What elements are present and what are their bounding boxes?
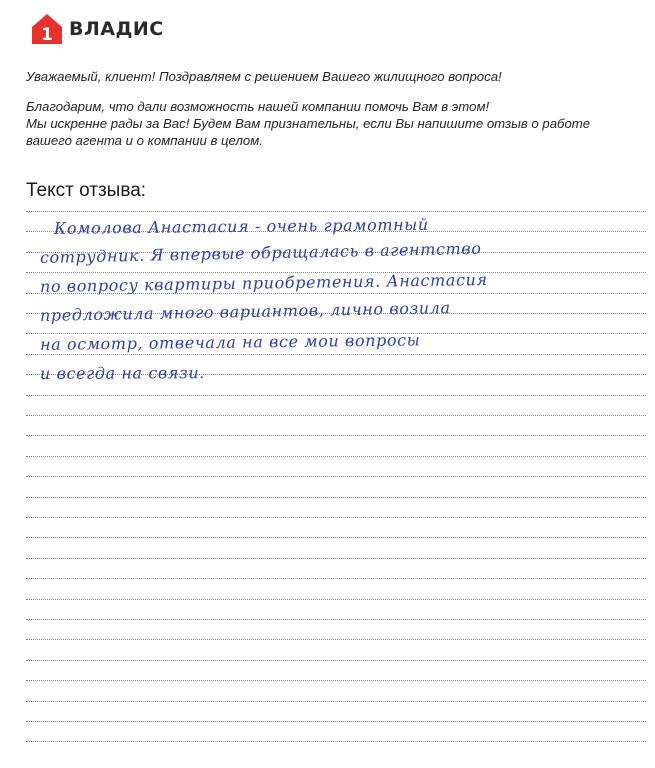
writing-rule-line [26, 558, 646, 559]
thanks-paragraph [26, 98, 590, 149]
company-logo [30, 12, 164, 46]
writing-rule-line [26, 395, 646, 396]
thanks-line: Мы искренне рады за Вас! Будем Вам признательны, если Вы напишите отзыв о работе [26, 116, 591, 131]
greeting-paragraph: Уважаемый, клиент! Поздравляем с решением Вашего жилищного вопроса! [26, 69, 502, 84]
writing-rule-line [26, 578, 646, 579]
writing-rule-line [26, 537, 646, 538]
writing-rule-line [26, 660, 646, 661]
writing-rule-line [26, 741, 646, 742]
house-badge-icon [30, 12, 64, 46]
writing-rule-line [26, 701, 646, 702]
writing-rule-line [26, 599, 646, 600]
writing-rule-line [26, 619, 646, 620]
review-section-title: Текст отзыва: [26, 180, 147, 201]
thanks-line: Благодарим, что дали возможность нашей компании помочь Вам в этом! [26, 99, 490, 114]
writing-rule-line [26, 721, 646, 722]
writing-rule-line [26, 680, 646, 681]
writing-rule-line [26, 476, 646, 477]
handwritten-line: предложила много вариантов, лично возила [39, 298, 451, 325]
writing-rule-line [26, 435, 646, 436]
logo-badge-number: 1 [41, 25, 53, 45]
thanks-line: вашего агента и о компании в целом. [26, 133, 263, 148]
handwritten-line: Комолова Анастасия - очень грамотный [53, 214, 429, 238]
writing-rule-line [26, 456, 646, 457]
writing-rule-line [26, 517, 646, 518]
handwritten-line: сотрудник. Я впервые обращалась в агентство [39, 238, 482, 267]
handwritten-review [40, 214, 620, 388]
handwritten-line: по вопросу квартиры приобретения. Анастасия [39, 269, 488, 296]
handwritten-line: и всегда на связи. [39, 363, 205, 383]
writing-rule-line [26, 415, 646, 416]
writing-rule-line [26, 639, 646, 640]
logo-wordmark: ВЛАДИС [69, 18, 164, 40]
writing-rule-line [26, 497, 646, 498]
handwritten-line: на осмотр, отвечала на все мои вопросы [39, 330, 421, 354]
